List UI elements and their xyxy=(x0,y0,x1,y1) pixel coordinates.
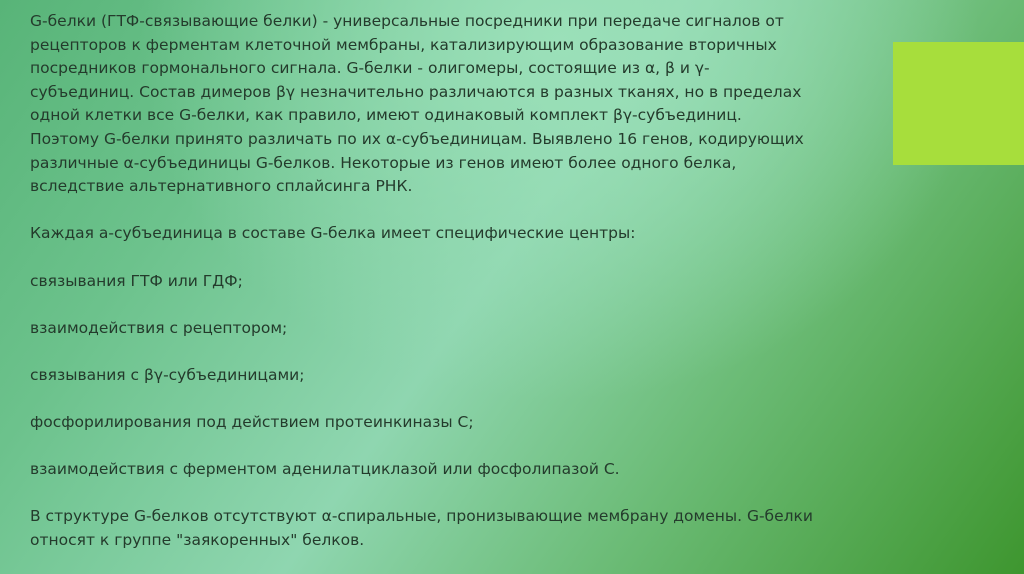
center-item: фосфорилирования под действием протеинкиназы С; xyxy=(30,413,474,432)
intro-line: одной клетки все G-белки, как правило, имеют одинаковый комплект βγ-субъединиц. xyxy=(30,106,742,125)
center-item: связывания с βγ-субъединицами; xyxy=(30,365,305,384)
intro-line: субъединиц. Состав димеров βγ незначительно различаются в разных тканях, но в пределах xyxy=(30,82,802,101)
intro-line: Поэтому G-белки принято различать по их α-субъединицам. Выявлено 16 генов, кодирующих xyxy=(30,129,804,148)
center-item: взаимодействия с рецептором; xyxy=(30,318,288,337)
center-item: взаимодействия с ферментом аденилатциклазой или фосфолипазой С. xyxy=(30,460,620,479)
slide-body xyxy=(30,10,880,553)
intro-paragraph xyxy=(30,10,880,199)
conclusion-line: относят к группе "заякоренных" белков. xyxy=(30,531,365,550)
accent-square xyxy=(893,42,1024,165)
conclusion-line: В структуре G-белков отсутствуют α-спиральные, пронизывающие мембрану домены. G-белки xyxy=(30,507,813,526)
centers-heading: Каждая а-субъединица в составе G-белка имеет специфические центры: xyxy=(30,224,636,243)
intro-line: посредников гормонального сигнала. G-белки - олигомеры, состоящие из α, β и γ- xyxy=(30,59,710,78)
intro-line: G-белки (ГТФ-связывающие белки) - универсальные посредники при передаче сигналов от xyxy=(30,12,784,30)
conclusion-paragraph xyxy=(30,505,880,552)
center-item: связывания ГТФ или ГДФ; xyxy=(30,271,243,290)
intro-line: рецепторов к ферментам клеточной мембраны, катализирующим образование вторичных xyxy=(30,35,777,54)
intro-line: вследствие альтернативного сплайсинга РНК. xyxy=(30,177,413,196)
intro-line: различные α-субъединицы G-белков. Некоторые из генов имеют более одного белка, xyxy=(30,153,737,172)
